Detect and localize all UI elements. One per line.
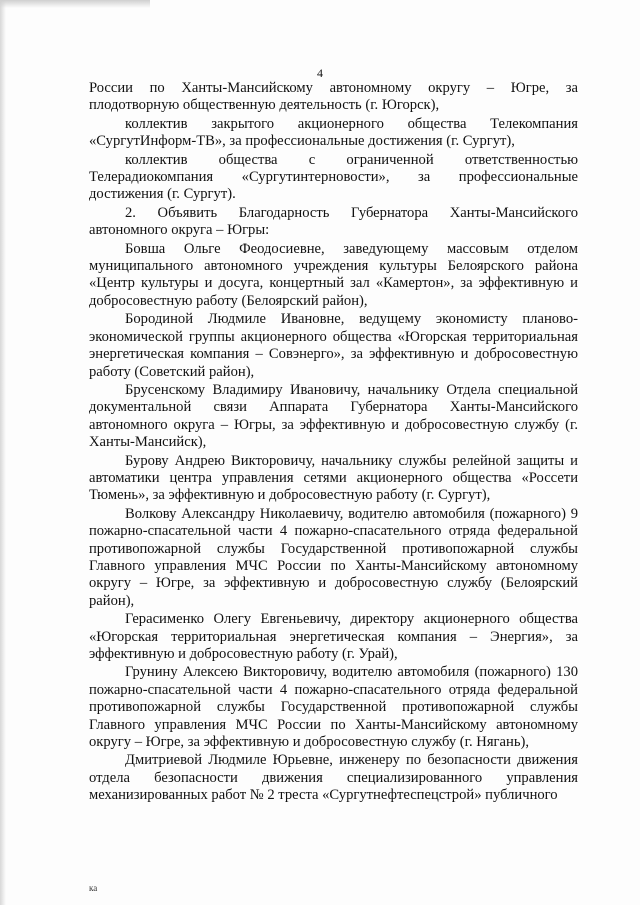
page-number: 4 [317, 66, 323, 80]
scan-edge-shadow [0, 0, 6, 905]
paragraph: Волкову Александру Николаевичу, водителю автомобиля (пожарного) 9 пожарно-спасательной части 4 пожарно-спасательного отряда федеральной противопожарной службы Государственной противопожарной службы Главного управления МЧС России по Ханты-Мансийскому автономному округу – Югре, за эффективную и добросовестную службу (Белоярский район), [89, 505, 578, 609]
paragraph: Брусенскому Владимиру Ивановичу, начальнику Отдела специальной документальной связи Аппарата Губернатора Ханты-Мансийского автономного округа – Югры, за эффективную и добросовестную службу (г. Ханты-Мансийск), [89, 381, 578, 451]
paragraph-item-2: 2. Объявить Благодарность Губернатора Ханты-Мансийского автономного округа – Югры: [89, 204, 578, 239]
paragraph: Бовша Ольге Феодосиевне, заведующему массовым отделом муниципального автономного учреждения культуры Белоярского района «Центр культуры и досуга, концертный зал «Камертон», за эффективную и добросовестную работу (Белоярский район), [89, 240, 578, 309]
document-body [89, 80, 578, 806]
paragraph: Бурову Андрею Викторовичу, начальнику службы релейной защиты и автоматики центра управления сетями акционерного общества «Россети Тюмень», за эффективную и добросовестную работу (г. Сургут), [89, 452, 578, 504]
footer-mark: ка [89, 883, 98, 893]
paragraph: Герасименко Олегу Евгеньевичу, директору акционерного общества «Югорская территориальная энергетическая компания – Энергия», за эффективную и добросовестную работу (г. Урай), [89, 611, 578, 662]
paragraph: коллектив закрытого акционерного общества Телекомпания «СургутИнформ-ТВ», за профессиональные достижения (г. Сургут), [89, 115, 578, 150]
paragraph-continuation: России по Ханты-Мансийскому автономному округу – Югре, за плодотворную общественную деятельность (г. Югорск), [89, 80, 578, 114]
paragraph: Бородиной Людмиле Ивановне, ведущему экономисту планово-экономической группы акционерного общества «Югорская территориальная энергетическая компания – Совэнерго», за эффективную и добросовестную работу (Советский район), [89, 311, 578, 380]
paragraph: Дмитриевой Людмиле Юрьевне, инженеру по безопасности движения отдела безопасности движения специализированного управления механизированных работ № 2 треста «Сургутнефтеспецстрой» публичного [89, 752, 578, 804]
paragraph: коллектив общества с ограниченной ответственностью Телерадиокомпания «Сургутинтерновости», за профессиональные достижения (г. Сургут). [89, 151, 578, 203]
scan-top-strip [0, 0, 150, 8]
paragraph: Грунину Алексею Викторовичу, водителю автомобиля (пожарного) 130 пожарно-спасательной части 4 пожарно-спасательного отряда федеральной противопожарной службы Государственной противопожарной службы Главного управления МЧС России по Ханты-Мансийскому автономному округу – Югре, за эффективную и добросовестную службу (г. Нягань), [89, 664, 578, 751]
